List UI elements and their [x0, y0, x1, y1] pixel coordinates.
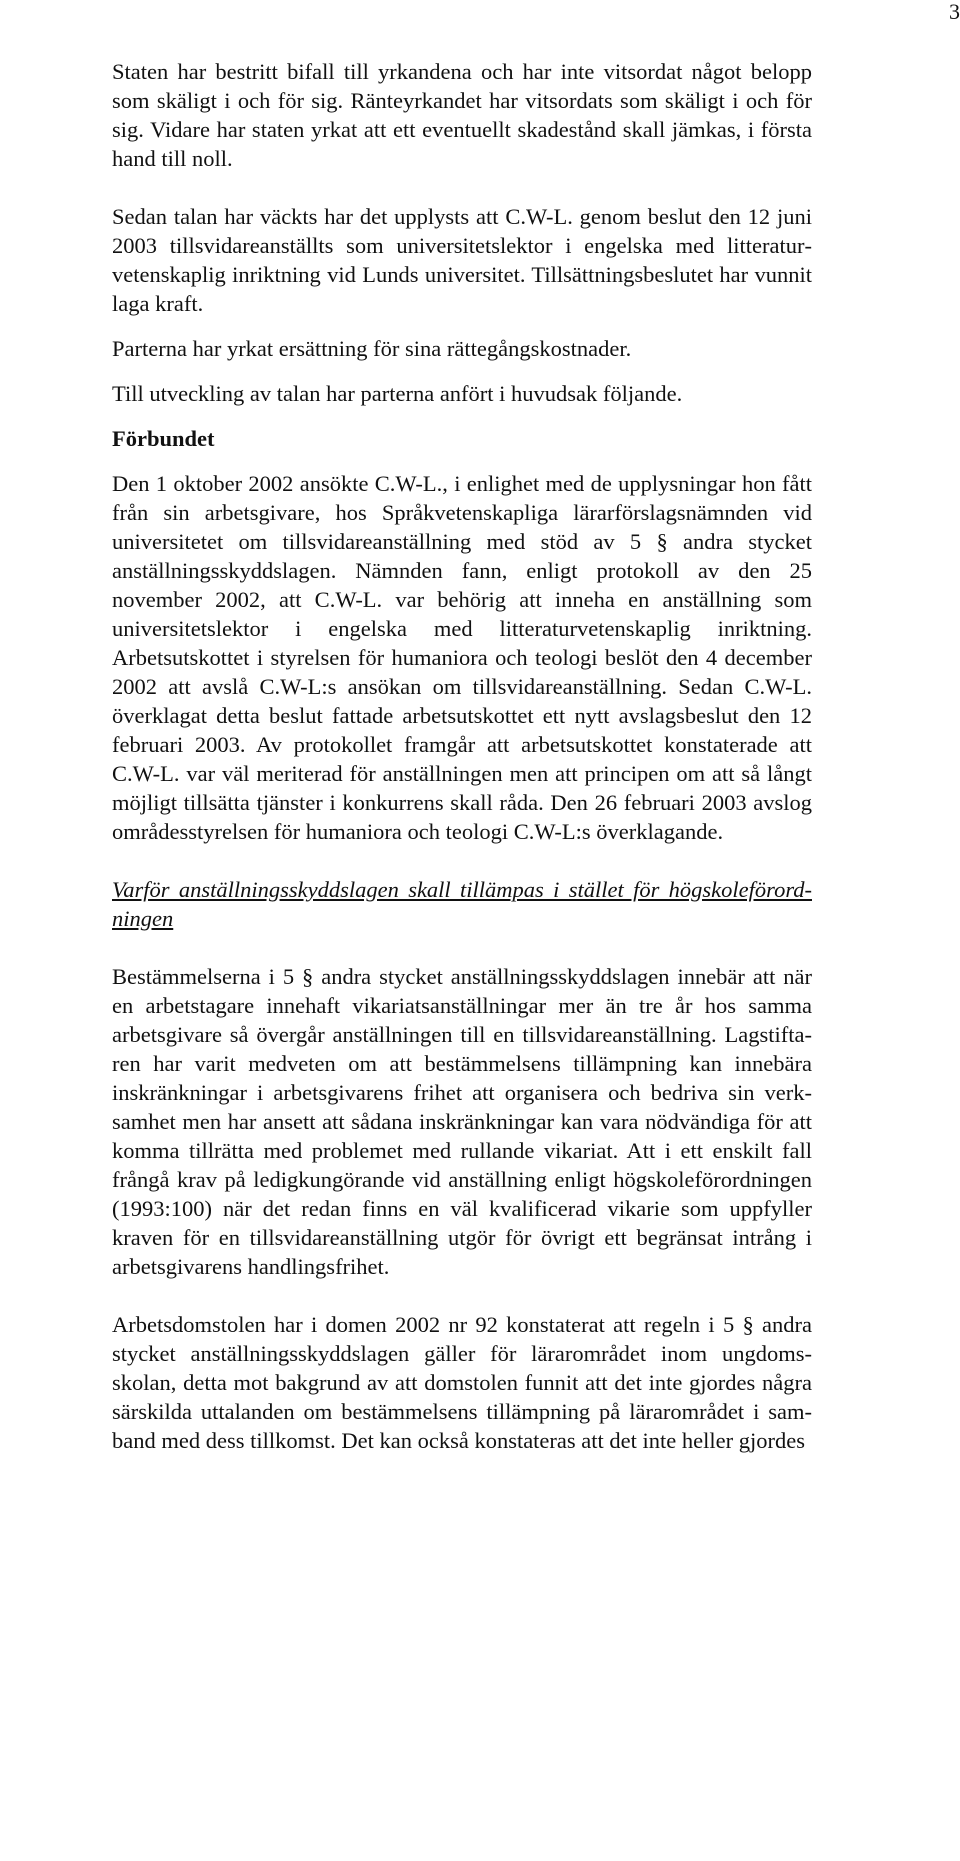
paragraph-appointment-update: Sedan talan har väckts har det upplysts att C.W-L. genom beslut den 12 juni 2003 tillsvidareanställts som universitetslektor i engelska med litteraturvetenskaplig inriktning vid Lunds universitet. Tillsättningsbeslutet har vunnit laga kraft.: [112, 204, 812, 316]
paragraph-litigation-costs: Parterna har yrkat ersättning för sina rättegångskostnader.: [112, 336, 632, 361]
subsection-heading-las-vs-hf: Varför anställningsskyddslagen skall tillämpas i stället för högskoleförordningen: [112, 877, 812, 931]
paragraph-labour-court-ruling: Arbetsdomstolen har i domen 2002 nr 92 konstaterat att regeln i 5 § andra stycket anställningsskyddslagen gäller för lärarområdet inom ungdomsskolan, detta mot bakgrund av att domstolen funnit att det inte gjordes några särskilda uttalanden om bestämmelsens tillämpning på lärarområdet i samband med dess tillkomst. Det kan också konstateras att det inte heller gjordes: [112, 1312, 812, 1453]
section-heading-forbundet: Förbundet: [112, 426, 215, 451]
paragraph-arguments-intro: Till utveckling av talan har parterna anfört i huvudsak följande.: [112, 381, 683, 406]
document-body: [112, 57, 812, 1455]
page-number: 3: [949, 0, 960, 24]
paragraph-application-history: Den 1 oktober 2002 ansökte C.W-L., i enlighet med de upplysningar hon fått från sin arbetsgivare, hos Språkvetenskapliga lärarförslagsnämnden vid universitetet om tillsvidareanställning med stöd av 5 § andra stycket anställningsskyddslagen. Nämnden fann, enligt protokoll av den 25 november 2002, att C.W-L. var behörig att inneha en anställning som universitetslektor i engelska med litteraturvetenskaplig inriktning. Arbetsutskottet i styrelsen för humaniora och teologi beslöt den 4 december 2002 att avslå C.W-L:s ansökan om tillsvidareanställning. Sedan C.W-L. överklagat detta beslut fattade arbetsutskottet ett nytt avslagsbeslut den 12 februari 2003. Av protokollet framgår att arbetsutskottet konstaterade att C.W-L. var väl meriterad för anställningen men att principen om att så långt möjligt tillsätta tjänster i konkurrens skall råda. Den 26 februari 2003 avslog områdesstyrelsen för humaniora och teologi C.W-L:s överklagande.: [112, 471, 812, 844]
paragraph-state-position: Staten har bestritt bifall till yrkandena och har inte vitsordat något belopp som skäligt i och för sig. Ränteyrkandet har vitsordats som skäligt i och för sig. Vidare har staten yrkat att ett eventuellt skadestånd skall jämkas, i första hand till noll.: [112, 59, 812, 171]
paragraph-provision-effects: Bestämmelserna i 5 § andra stycket anställningsskyddslagen innebär att när en arbetstagare innehaft vikariatsanställningar mer än tre år hos samma arbetsgivare så övergår anställningen till en tillsvidareanställning. Lagstiftaren har varit medveten om att bestämmelsens tillämpning kan innebära inskränkningar i arbetsgivarens frihet att organisera och bedriva sin verksamhet men har ansett att sådana inskränkningar kan vara nödvändiga för att komma tillrätta med problemet med rullande vikariat. Att i ett enskilt fall frångå krav på ledigkungörande vid anställning enligt högskoleförordningen (1993:100) när det redan finns en väl kvalificerad vikarie som uppfyller kraven för en tillsvidareanställning utgör för övrigt ett begränsat intrång i arbetsgivarens handlingsfrihet.: [112, 964, 812, 1279]
